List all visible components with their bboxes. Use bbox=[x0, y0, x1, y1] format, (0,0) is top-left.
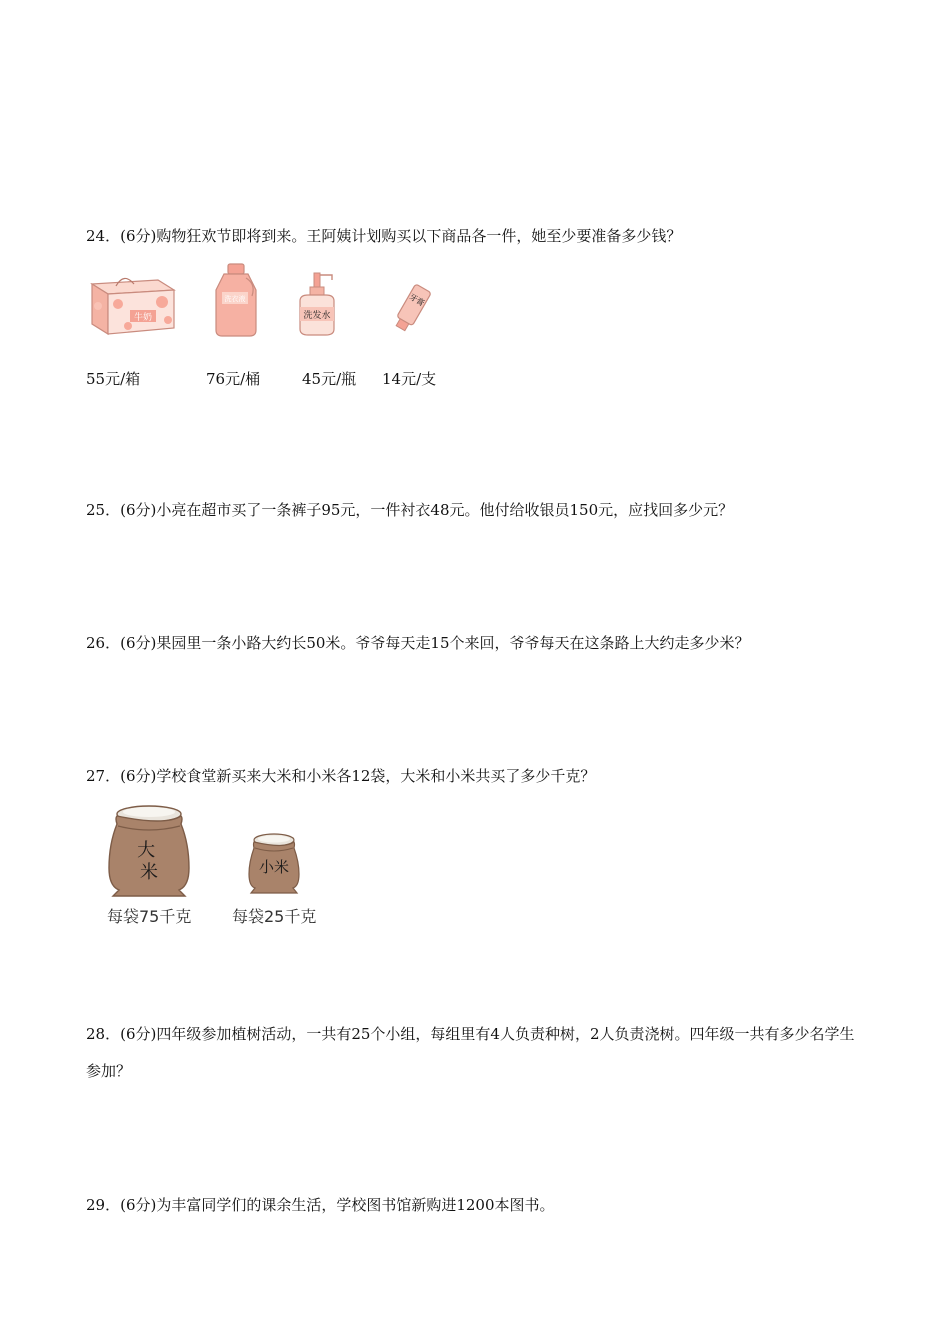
question-28: 28．(6分)四年级参加植树活动，一共有25个小组，每组里有4人负责种树，2人负责浇树。四年级一共有多少名学生参加？ bbox=[86, 1025, 855, 1080]
price-toothpaste: 14元/支 bbox=[382, 370, 437, 388]
question-25: 25．(6分)小亮在超市买了一条裤子95元，一件衬衣48元。他付给收银员150元，应找回多少元？ bbox=[86, 501, 734, 519]
question-24: 24．(6分)购物狂欢节即将到来。王阿姨计划购买以下商品各一件，她至少要准备多少钱？ bbox=[86, 227, 682, 245]
millet-bag-small-text: 小米 bbox=[258, 858, 290, 876]
question-29: 29．(6分)为丰富同学们的课余生活，学校图书馆新购进1200本图书。 bbox=[86, 1196, 555, 1214]
millet-bag-small-image bbox=[246, 830, 302, 896]
rice-bag-large-text: 大 米 bbox=[137, 840, 158, 883]
shampoo-bottle-image bbox=[294, 265, 344, 337]
question-26: 26．(6分)果园里一条小路大约长50米。爷爷每天走15个来回，爷爷每天在这条路上大约走多少米？ bbox=[86, 634, 750, 652]
millet-bag-small-label: 每袋25千克 bbox=[232, 907, 317, 926]
rice-bag-large-label: 每袋75千克 bbox=[107, 907, 192, 926]
question-27: 27．(6分)学校食堂新买来大米和小米各12袋，大米和小米共买了多少千克？ bbox=[86, 767, 596, 785]
toothpaste-tube-text: 牙膏 bbox=[407, 292, 426, 308]
rice-bag-large-image bbox=[104, 800, 194, 898]
detergent-bottle-image bbox=[210, 262, 262, 338]
price-milk: 55元/箱 bbox=[86, 370, 141, 388]
toothpaste-tube-image bbox=[388, 283, 434, 337]
price-shampoo: 45元/瓶 bbox=[302, 370, 357, 388]
shampoo-bottle-text: 洗发水 bbox=[303, 311, 331, 321]
milk-box-text: 牛奶 bbox=[133, 313, 153, 323]
detergent-bottle-text: 洗衣液 bbox=[224, 295, 246, 303]
milk-box-image bbox=[88, 272, 176, 336]
price-detergent: 76元/桶 bbox=[206, 370, 261, 388]
